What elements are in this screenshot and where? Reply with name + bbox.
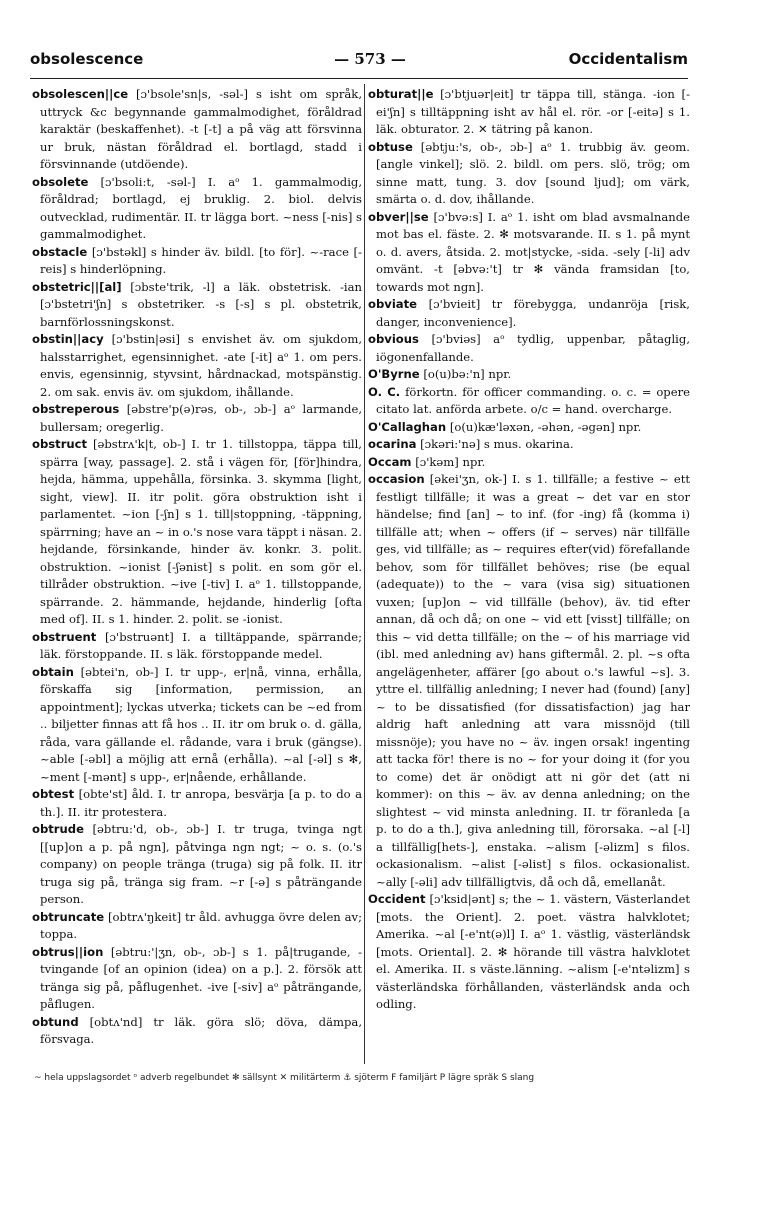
dictionary-entry bbox=[32, 244, 362, 279]
dictionary-entry bbox=[32, 629, 362, 664]
entry-definition: [obtʌ'nd] tr läk. göra slö; döva, dämpa, försvaga. bbox=[40, 1014, 362, 1046]
entry-headword: O'Byrne bbox=[368, 367, 420, 381]
entry-definition: [obte'st] åld. I. tr anropa, besvärja [a p. to do a th.]. II. itr protestera. bbox=[40, 787, 362, 819]
dictionary-entry bbox=[32, 331, 362, 401]
dictionary-entry bbox=[32, 1014, 362, 1049]
entry-definition: förkortn. för officer commanding. o. c. = opere citato lat. anförda arbete. o/c = hand. overcharge. bbox=[376, 384, 690, 416]
dictionary-entry bbox=[32, 436, 362, 629]
entry-headword: obtuse bbox=[368, 139, 413, 154]
entry-definition: [ɔ'bvieit] tr förebygga, undanröja [risk, danger, inconvenience]. bbox=[376, 297, 690, 329]
entry-headword: obviate bbox=[368, 297, 418, 311]
entry-headword: Occam bbox=[368, 454, 412, 469]
right-column bbox=[368, 86, 690, 1061]
abbreviation-legend: ~ hela uppslagsordet ᵒ adverb regelbundet ✻ sällsynt ✕ militärterm ⚓ sjöterm F familjärt P lägre språk S slang bbox=[34, 1073, 535, 1083]
entry-definition: [əbstre'p(ə)rəs, ob-, ɔb-] aᵒ larmande, bullersam; oregerlig. bbox=[40, 402, 362, 434]
entry-definition: [ɔ'bvə:s] I. aᵒ 1. isht om blad avsmalnande mot bas el. fäste. 2. ✻ motsvarande. II. s 1. på mynt o. d. avers, åtsida. 2. mot|stycke, -sida. -sely [-li] adv omvänt. -t [əbvə:'t] tr ✻ vända framsidan [to, towards mot ngn]. bbox=[376, 209, 690, 294]
dictionary-entry bbox=[368, 471, 690, 891]
entry-definition: [o(u)bə:'n] npr. bbox=[423, 367, 512, 381]
entry-headword: obstetric||[al] bbox=[32, 279, 122, 294]
dictionary-entry bbox=[368, 209, 690, 297]
entry-headword: obvious bbox=[368, 332, 419, 346]
page-number: — 573 — bbox=[334, 50, 406, 68]
entry-headword: O. C. bbox=[368, 384, 401, 399]
dictionary-entry bbox=[32, 821, 362, 909]
entry-definition: [ɔ'bsoli:t, -səl-] I. aᵒ 1. gammalmodig, föråldrad; bortlagd, ej bruklig. 2. biol. delvis outvecklad, rudimentär. II. tr lägga bort. ~ness [-nis] s gammalmodighet. bbox=[40, 174, 362, 241]
left-column bbox=[32, 86, 362, 1061]
dictionary-entry bbox=[32, 174, 362, 244]
dictionary-entry bbox=[32, 664, 362, 787]
dictionary-entry bbox=[368, 419, 690, 437]
entry-definition: [ɔ'bstruənt] I. a tilltäppande, spärrande; läk. förstoppande. II. s läk. förstoppande medel. bbox=[40, 629, 362, 661]
entry-definition: [əbtei'n, ob-] I. tr upp-, er|nå, vinna, erhålla, förskaffa sig [information, permission, an appointment]; lyckas utverka; tickets can be ~ed from .. biljetter finnas att få hos .. II. itr om bruk o. d. gälla, råda, vara gällande el. rådande, vara i bruk (gängse). ~able [-əbl] a möjlig att ernå (erhålla). ~al [-əl] s ✻, ~ment [-mənt] s upp-, er|nående, erhållande. bbox=[40, 664, 362, 784]
dictionary-entry bbox=[368, 139, 690, 209]
entry-headword: obstruct bbox=[32, 437, 88, 451]
entry-headword: O'Callaghan bbox=[368, 419, 447, 434]
dictionary-entry bbox=[368, 331, 690, 366]
entry-headword: obtund bbox=[32, 1014, 79, 1029]
entry-headword: obsolescen||ce bbox=[32, 87, 129, 101]
entry-headword: Occident bbox=[368, 892, 426, 906]
entry-headword: obturat||e bbox=[368, 87, 434, 101]
dictionary-entry bbox=[368, 86, 690, 139]
dictionary-entry bbox=[368, 436, 690, 454]
entry-definition: [ɔkəri:'nə] s mus. okarina. bbox=[420, 437, 574, 451]
entry-headword: obstin||acy bbox=[32, 332, 104, 346]
entry-headword: obstacle bbox=[32, 244, 88, 259]
dictionary-entry bbox=[368, 891, 690, 1014]
entry-definition: [əbtru:'d, ob-, ɔb-] I. tr truga, tvinga ngt [[up]on a p. på ngn], påtvinga ngn ngt; ~ o. s. (o.'s company) on people tränga (truga) sig på folk. II. itr truga sig på, tränga sig fram. ~r [-ə] s påträngande person. bbox=[40, 822, 362, 906]
entry-headword: obtain bbox=[32, 664, 74, 679]
entry-headword: obstruent bbox=[32, 629, 97, 644]
header-right-guideword: Occidentalism bbox=[568, 50, 688, 68]
entry-definition: [əbstrʌ'k|t, ob-] I. tr 1. tillstoppa, täppa till, spärra [way, passage]. 2. stå i vägen för, [för]hindra, hejda, hämma, uppehålla, försinka. 3. skymma [light, sight, view]. II. itr polit. göra obstruktion isht i parlamentet. ~ion [-ʃn] s 1. till|stoppning, -täppning, spärrning; have an ~ in o.'s nose vara täppt i näsan. 2. hejdande, försinkande, hinder äv. konkr. 3. polit. obstruktion. ~ionist [-ʃənist] s polit. en som gör el. tillråder obstruktion. ~ive [-tiv] I. aᵒ 1. tillstoppande, spärrande. 2. hämmande, hejdande, hinderlig [ofta med of]. II. s 1. hinder. 2. polit. se -ionist. bbox=[40, 437, 362, 626]
column-divider bbox=[364, 84, 365, 1064]
dictionary-entry bbox=[368, 296, 690, 331]
entry-headword: ocarina bbox=[368, 437, 417, 451]
entry-definition: [ɔ'ksid|ənt] s; the ~ 1. västern, Västerlandet [mots. the Orient]. 2. poet. västra halvklotet; Amerika. ~al [-e'nt(ə)l] I. aᵒ 1. västlig, västerländsk [mots. Oriental]. 2. ✻ hörande till västra halvklotet el. Amerika. II. s väste.länning. ~alism [-e'ntəlizm] s västerländska förhållanden, västerländsk anda och odling. bbox=[376, 892, 690, 1011]
entry-headword: obtrude bbox=[32, 822, 84, 836]
entry-definition: [ɔ'bviəs] aᵒ tydlig, uppenbar, påtaglig, iögonenfallande. bbox=[376, 332, 690, 364]
entry-definition: [ɔ'btjuər|eit] tr täppa till, stänga. -ion [-ei'ʃn] s tilltäppning isht av hål el. rör. -or [-eitə] s 1. läk. obturator. 2. ✕ tätring på kanon. bbox=[376, 87, 690, 136]
entry-definition: [ɔ'bstəkl] s hinder äv. bildl. [to för]. ~-race [-reis] s hinderlöpning. bbox=[40, 244, 362, 276]
entry-definition: [ɔbste'trik, -l] a läk. obstetrisk. -ian [ɔ'bstetri'ʃn] s obstetriker. -s [-s] s pl. obstetrik, barnförlossningskonst. bbox=[40, 279, 362, 329]
dictionary-entry bbox=[32, 786, 362, 821]
header-left-guideword: obsolescence bbox=[30, 50, 144, 68]
dictionary-entry bbox=[32, 401, 362, 436]
dictionary-entry bbox=[368, 454, 690, 472]
dictionary-entry bbox=[32, 909, 362, 944]
entry-definition: [obtrʌ'ŋkeit] tr åld. avhugga övre delen av; toppa. bbox=[40, 909, 362, 941]
entry-headword: obstreperous bbox=[32, 402, 120, 416]
entry-headword: obtrus||ion bbox=[32, 944, 104, 959]
entry-definition: [ɔ'kəm] npr. bbox=[415, 454, 486, 469]
entry-definition: [əbtju:'s, ob-, ɔb-] aᵒ 1. trubbig äv. geom. [angle vinkel]; slö. 2. bildl. om pers. slö, trög; om sinne matt, tung. 3. dov [sound ljud]; om värk, smärta o. d. dov, ihållande. bbox=[376, 139, 690, 206]
page-header bbox=[30, 50, 688, 72]
dictionary-entry bbox=[368, 384, 690, 419]
dictionary-entry bbox=[32, 279, 362, 332]
entry-definition: [ɔ'bstin|əsi] s envishet äv. om sjukdom, halsstarrighet, egensinnighet. -ate [-it] aᵒ 1. om pers. envis, egensinnig, styvsint, hårdnackad, motspänstig. 2. om sak. envis äv. om sjukdom, ihållande. bbox=[40, 332, 362, 399]
entry-headword: obtest bbox=[32, 787, 75, 801]
dictionary-entry bbox=[368, 366, 690, 384]
header-rule bbox=[30, 78, 688, 79]
entry-definition: [əkei'ʒn, ok-] I. s 1. tillfälle; a festive ~ ett festligt tillfälle; it was a great ~ det var en stor händelse; find [an] ~ to inf. (for -ing) få (komma i) tillfälle att; when ~ offers (if ~ serves) när tillfälle ges, vid tillfälle; as ~ requires efter(vid) förefallande behov, som för tillfället behöves; rise (be equal (adequate)) to the ~ vara (visa sig) situationen vuxen; [up]on ~ vid tillfälle (behov), äv. tid efter annan, då och då; on one ~ vid ett [visst] tillfälle; on this ~ vid detta tillfälle; on the ~ of his marriage vid (ibl. med anledning av) hans giftermål. 2. pl. ~s ofta angelägenheter, affärer [go about o.'s lawful ~s]. 3. yttre el. tillfällig anledning; I never had (found) [any] ~ to be dissatisfied (for dissatisfaction) jag har aldrig haft anledning att vara missnöjd (till missnöje); you have no ~ äv. ingen orsak! ingenting att tacka för! there is no ~ for your doing it (for you to come) det är onödigt att ni gör det (att ni kommer): on this ~ äv. av denna anledning; on the slightest ~ vid minsta anledning. II. tr föranleda [a p. to do a th.], giva anledning till, förorsaka. ~al [-l] a tillfällig[hets-], enstaka. ~alism [-əlizm] s filos. ockasionalism. ~alist [-əlist] s filos. ockasionalist. ~ally [-əli] adv tillfälligtvis, då och då, emellanåt. bbox=[376, 472, 690, 889]
entry-definition: [əbtru:'|ʒn, ob-, ɔb-] s 1. på|trugande, -tvingande [of an opinion (idea) on a p.]. 2. försök att tränga sig på, påflugenhet. -ive [-siv] aᵒ påträngande, påflugen. bbox=[40, 944, 362, 1011]
entry-headword: obsolete bbox=[32, 174, 89, 189]
entry-headword: occasion bbox=[368, 472, 425, 486]
entry-definition: [ɔ'bsole'sn|s, -səl-] s isht om språk, uttryck &c begynnande gammalmodighet, föråldrad karaktär (beskaffenhet). -t [-t] a på väg att försvinna ur bruk, nästan föråldrad el. bortlagd, stadd i försvinnande (utdöende). bbox=[40, 87, 362, 171]
entry-headword: obtruncate bbox=[32, 909, 105, 924]
dictionary-entry bbox=[32, 86, 362, 174]
entry-definition: [o(u)kæ'ləxən, -əhən, -əgən] npr. bbox=[449, 419, 642, 434]
dictionary-entry bbox=[32, 944, 362, 1014]
entry-headword: obver||se bbox=[368, 209, 429, 224]
